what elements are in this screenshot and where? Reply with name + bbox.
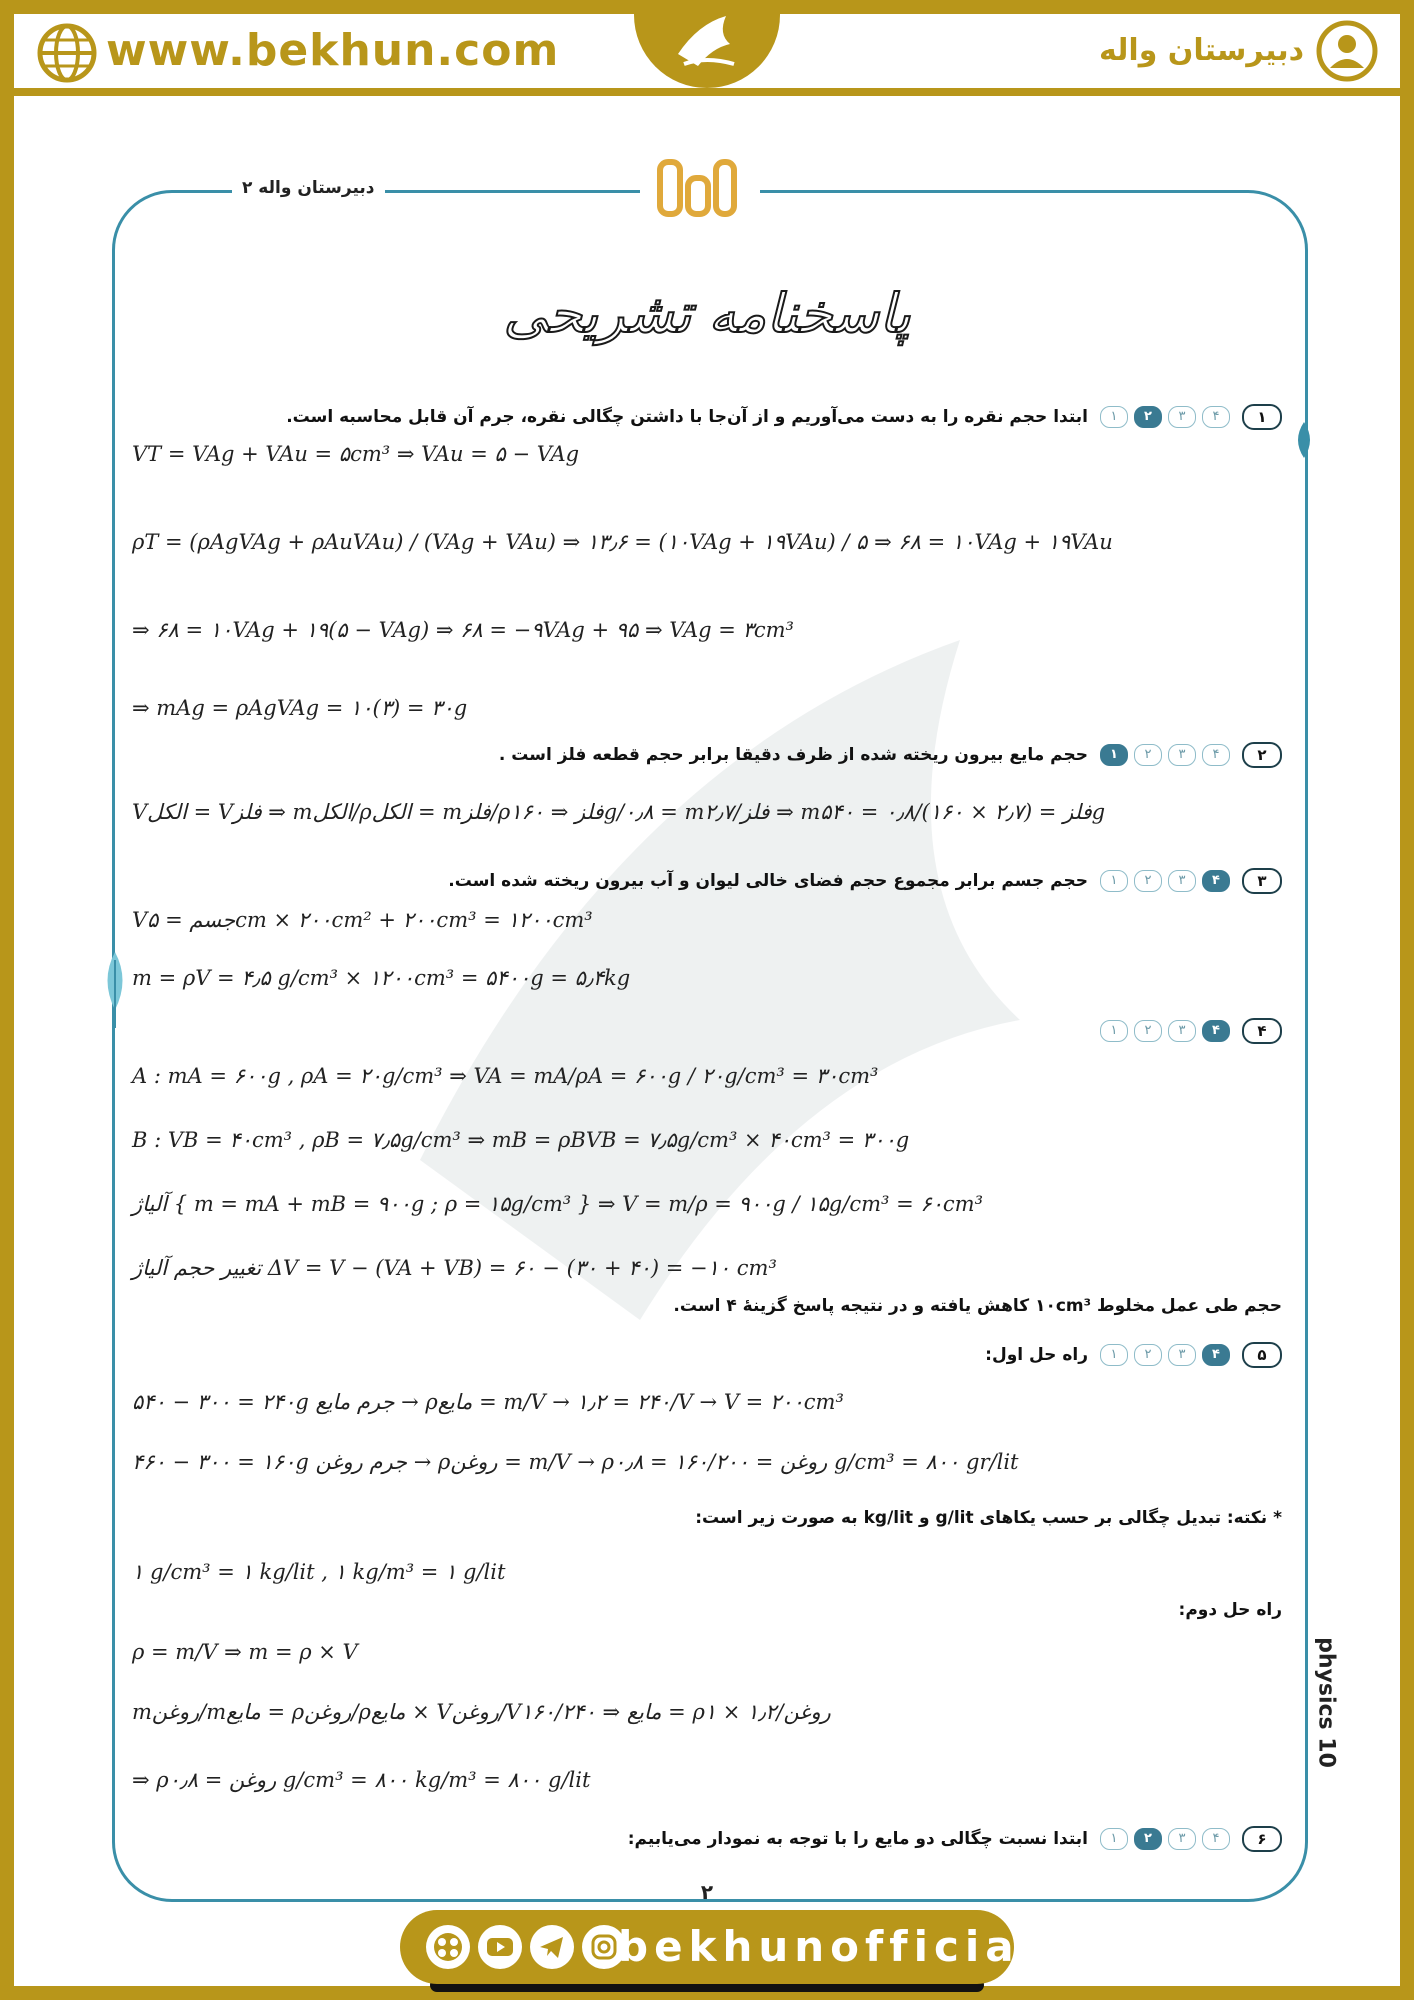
- social-handle[interactable]: bekhunofficial: [618, 1922, 1041, 1971]
- question-text: راه حل اول:: [985, 1345, 1088, 1365]
- footer-bar: [400, 1910, 1041, 1984]
- equation: آلیاژ { m = mA + mB = ۹۰۰g ; ρ = ۱۵g/cm³ } ⇒ V = m/ρ = ۹۰۰g / ۱۵g/cm³ = ۶۰cm³: [132, 1192, 984, 1216]
- user-icon: [1316, 20, 1378, 82]
- option-1: ۱: [1100, 1020, 1128, 1042]
- question-number: ۳: [1242, 868, 1282, 894]
- option-4: ۴: [1202, 1828, 1230, 1850]
- option-4-correct: ۴: [1202, 1020, 1230, 1042]
- equation: ρT = (ρAgVAg + ρAuVAu) / (VAg + VAu) ⇒ ۱۳٫۶ = (۱۰VAg + ۱۹VAu) / ۵ ⇒ ۶۸ = ۱۰VAg + ۱۹VAu: [132, 530, 1113, 554]
- watermark-logo: [320, 560, 1100, 1360]
- equation: A : mA = ۶۰۰g , ρA = ۲۰g/cm³ ⇒ VA = mA/ρA = ۶۰۰g / ۲۰g/cm³ = ۳۰cm³: [132, 1064, 879, 1088]
- option-2: ۲: [1134, 1344, 1162, 1366]
- option-4-correct: ۴: [1202, 1344, 1230, 1366]
- question-row-6: [628, 1826, 1282, 1852]
- option-3: ۳: [1168, 1020, 1196, 1042]
- school-name: دبیرستان واله: [1098, 33, 1304, 68]
- telegram-icon[interactable]: [530, 1925, 574, 1969]
- question-text: حجم مایع بیرون ریخته شده از ظرف دقیقا برابر حجم قطعه فلز است .: [498, 745, 1088, 765]
- equation: ⇒ ۶۸ = ۱۰VAg + ۱۹(۵ − VAg) ⇒ ۶۸ = −۹VAg + ۹۵ ⇒ VAg = ۳cm³: [132, 618, 794, 642]
- option-1: ۱: [1100, 406, 1128, 428]
- question-text: حجم جسم برابر مجموع حجم فضای خالی لیوان و آب بیرون ریخته شده است.: [448, 871, 1088, 891]
- option-2-correct: ۲: [1134, 1828, 1162, 1850]
- option-3: ۳: [1168, 1344, 1196, 1366]
- globe-icon: [36, 22, 98, 84]
- second-method-label: راه حل دوم:: [1178, 1600, 1282, 1620]
- equation: ρ = m/V ⇒ m = ρ × V: [132, 1640, 358, 1664]
- youtube-icon[interactable]: [478, 1925, 522, 1969]
- option-1: ۱: [1100, 1828, 1128, 1850]
- equation: ⇒ mAg = ρAgVAg = ۱۰(۳) = ۳۰g: [132, 696, 468, 720]
- aparat-icon[interactable]: [426, 1925, 470, 1969]
- option-3: ۳: [1168, 744, 1196, 766]
- equation: ۵۴۰ − ۳۰۰ = ۲۴۰g جرم مایع → ρمایع = m/V → ۱٫۲ = ۲۴۰/V → V = ۲۰۰cm³: [132, 1390, 844, 1414]
- question-number: ۱: [1242, 404, 1282, 430]
- option-4: ۴: [1202, 744, 1230, 766]
- header-bar: [0, 0, 1414, 96]
- school-label: دبیرستان واله ۲: [232, 178, 385, 198]
- equation: ⇒ ρروغن = ۰٫۸ g/cm³ = ۸۰۰ kg/m³ = ۸۰۰ g/lit: [132, 1768, 591, 1792]
- equation: mروغن/mمایع = ρروغن/ρمایع × Vروغن/Vمایع ⇒ ۱۶۰/۲۴۰ = ρروغن/۱٫۲ × ۱: [132, 1700, 831, 1724]
- option-4: ۴: [1202, 406, 1230, 428]
- equation: B : VB = ۴۰cm³ , ρB = ۷٫۵g/cm³ ⇒ mB = ρBVB = ۷٫۵g/cm³ × ۴۰cm³ = ۳۰۰g: [132, 1128, 910, 1152]
- question-row-5: [985, 1342, 1282, 1368]
- equation: Vالکل = Vفلز ⇒ mالکل/ρالکل = mفلز/ρفلز ⇒ ۱۶۰g/۰٫۸ = mفلز/۲٫۷ ⇒ mفلز = (۲٫۷ × ۱۶۰)/۰٫۸ = ۵۴۰g: [132, 800, 1106, 824]
- option-1: ۱: [1100, 1344, 1128, 1366]
- tip-note: * نکته: تبدیل چگالی بر حسب یکاهای g/lit و kg/lit به صورت زیر است:: [695, 1508, 1282, 1528]
- equation: ۱ g/cm³ = ۱ kg/lit , ۱ kg/m³ = ۱ g/lit: [132, 1560, 506, 1584]
- answer-note: حجم طی عمل مخلوط ۱۰cm³ کاهش یافته و در نتیجه پاسخ گزینهٔ ۴ است.: [673, 1296, 1282, 1316]
- leaf-decoration-icon: [1292, 420, 1316, 460]
- question-text: ابتدا حجم نقره را به دست می‌آوریم و از آن‌جا با داشتن چگالی نقره، جرم آن قابل محاسبه است.: [286, 407, 1088, 427]
- equation: VT = VAg + VAu = ۵cm³ ⇒ VAu = ۵ − VAg: [132, 442, 580, 466]
- question-row-2: [499, 742, 1282, 768]
- feather-decoration-icon: [100, 950, 130, 1030]
- option-3: ۳: [1168, 870, 1196, 892]
- option-1: ۱: [1100, 870, 1128, 892]
- question-number: ۵: [1242, 1342, 1282, 1368]
- option-2: ۲: [1134, 744, 1162, 766]
- option-2-correct: ۲: [1134, 406, 1162, 428]
- question-row-4: [1100, 1018, 1282, 1044]
- option-2: ۲: [1134, 1020, 1162, 1042]
- question-number: ۲: [1242, 742, 1282, 768]
- option-4-correct: ۴: [1202, 870, 1230, 892]
- vale-logo: [648, 152, 748, 228]
- equation: تغییر حجم آلیاژ ΔV = V − (VA + VB) = ۶۰ − (۳۰ + ۴۰) = −۱۰ cm³: [132, 1256, 777, 1280]
- subject-tag: physics 10: [1313, 1637, 1339, 1768]
- equation: m = ρV = ۴٫۵ g/cm³ × ۱۲۰۰cm³ = ۵۴۰۰g = ۵٫۴kg: [132, 966, 631, 990]
- option-2: ۲: [1134, 870, 1162, 892]
- question-number: ۶: [1242, 1826, 1282, 1852]
- page-title: پاسخنامه تشریحی: [503, 282, 911, 345]
- question-number: ۴: [1242, 1018, 1282, 1044]
- page-number: ۲: [700, 1880, 714, 1904]
- option-1-correct: ۱: [1100, 744, 1128, 766]
- website-link[interactable]: www.bekhun.com: [106, 25, 560, 76]
- question-row-1: [286, 404, 1282, 430]
- equation: ۴۶۰ − ۳۰۰ = ۱۶۰g جرم روغن → ρروغن = m/V → ρروغن = ۱۶۰/۲۰۰ = ۰٫۸ g/cm³ = ۸۰۰ gr/lit: [132, 1450, 1019, 1474]
- option-3: ۳: [1168, 1828, 1196, 1850]
- equation: Vجسم = ۵cm × ۲۰۰cm² + ۲۰۰cm³ = ۱۲۰۰cm³: [132, 908, 593, 932]
- question-text: ابتدا نسبت چگالی دو مایع را با توجه به نمودار می‌یابیم:: [627, 1829, 1088, 1849]
- option-3: ۳: [1168, 406, 1196, 428]
- question-row-3: [448, 868, 1282, 894]
